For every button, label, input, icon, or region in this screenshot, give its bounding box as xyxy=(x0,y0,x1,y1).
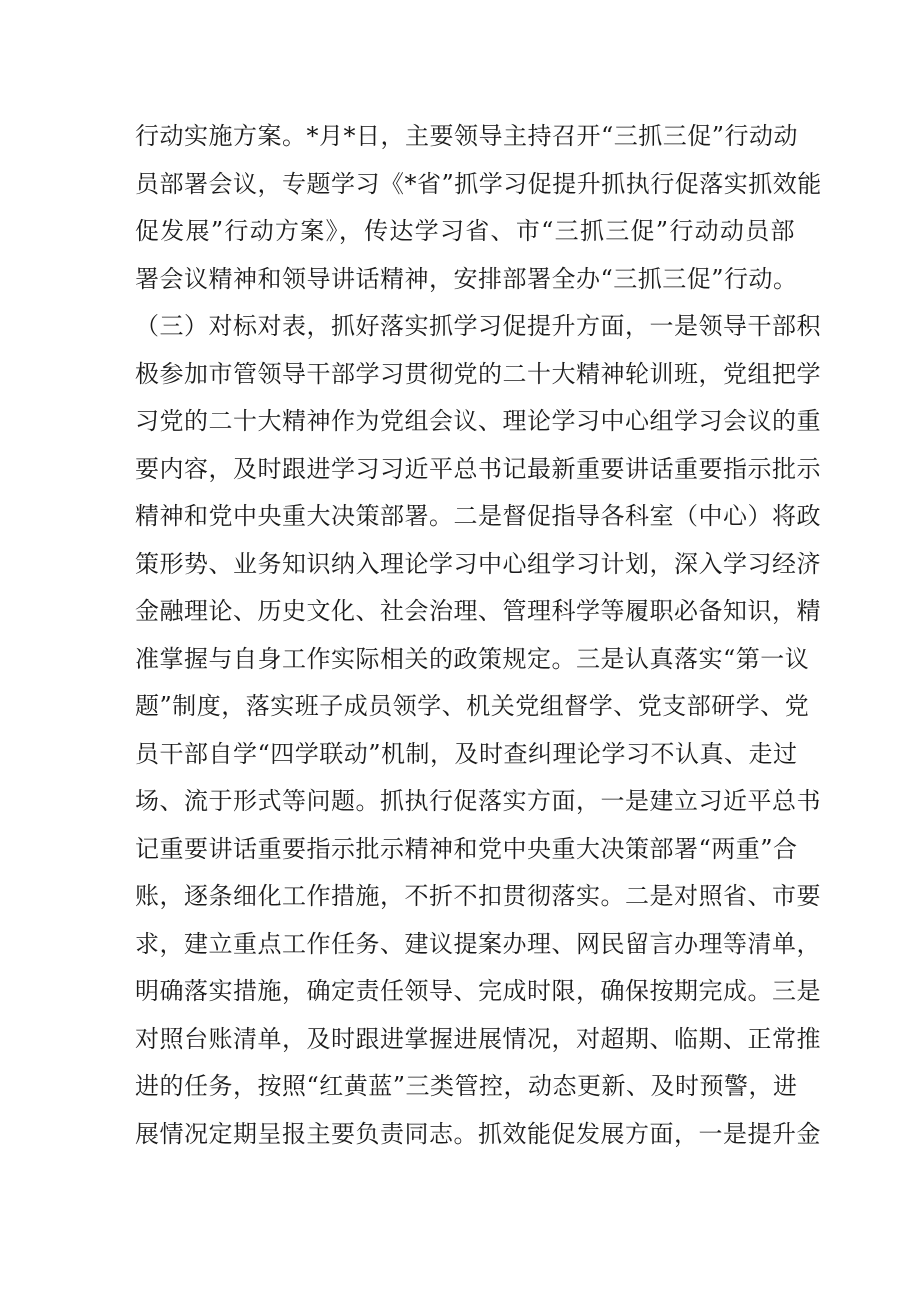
text-line: 要内容，及时跟进学习习近平总书记最新重要讲话重要指示批示 xyxy=(135,454,821,483)
text-line: 极参加市管领导干部学习贯彻党的二十大精神轮训班，党组把学 xyxy=(135,359,821,388)
text-line: 准掌握与自身工作实际相关的政策规定。三是认真落实“第一议 xyxy=(135,644,810,673)
document-body xyxy=(135,113,822,1158)
text-line: 展情况定期呈报主要负责同志。抓效能促发展方面，一是提升金 xyxy=(135,1119,821,1148)
text-line: 进的任务，按照“红黄蓝”三类管控，动态更新、及时预警，进 xyxy=(135,1072,798,1100)
text-line: 员干部自学“四学联动”机制，及时查纠理论学习不认真、走过 xyxy=(135,739,798,768)
text-line: 题”制度，落实班子成员领学、机关党组督学、党支部研学、党 xyxy=(135,692,810,720)
text-line: 明确落实措施，确定责任领导、完成时限，确保按期完成。三是 xyxy=(135,977,821,1005)
text-line: 对照台账清单，及时跟进掌握进展情况，对超期、临期、正常推 xyxy=(135,1024,821,1053)
text-line: 账，逐条细化工作措施，不折不扣贯彻落实。二是对照省、市要 xyxy=(135,882,821,910)
text-line: 金融理论、历史文化、社会治理、管理科学等履职必备知识，精 xyxy=(135,597,821,625)
text-line: 署会议精神和领导讲话精神，安排部署全办“三抓三促”行动。 xyxy=(135,264,798,293)
text-line: 场、流于形式等问题。抓执行促落实方面，一是建立习近平总书 xyxy=(135,787,821,815)
text-line: 精神和党中央重大决策部署。二是督促指导各科室（中心）将政 xyxy=(135,502,821,530)
text-line: 记重要讲话重要指示批示精神和党中央重大决策部署“两重”合 xyxy=(135,834,798,863)
text-line: 员部署会议，专题学习《*省”抓学习促提升抓执行促落实抓效能 xyxy=(135,169,822,198)
text-line: （三）对标对表，抓好落实抓学习促提升方面，一是领导干部积 xyxy=(135,312,821,340)
text-line: 求，建立重点工作任务、建议提案办理、网民留言办理等清单， xyxy=(135,929,821,958)
text-line: 策形势、业务知识纳入理论学习中心组学习计划，深入学习经济 xyxy=(135,549,821,578)
text-line: 行动实施方案。*月*日，主要领导主持召开“三抓三促”行动动 xyxy=(135,122,799,150)
text-line: 促发展”行动方案》，传达学习省、市“三抓三促”行动动员部 xyxy=(135,217,795,245)
text-line: 习党的二十大精神作为党组会议、理论学习中心组学习会议的重 xyxy=(135,407,821,435)
